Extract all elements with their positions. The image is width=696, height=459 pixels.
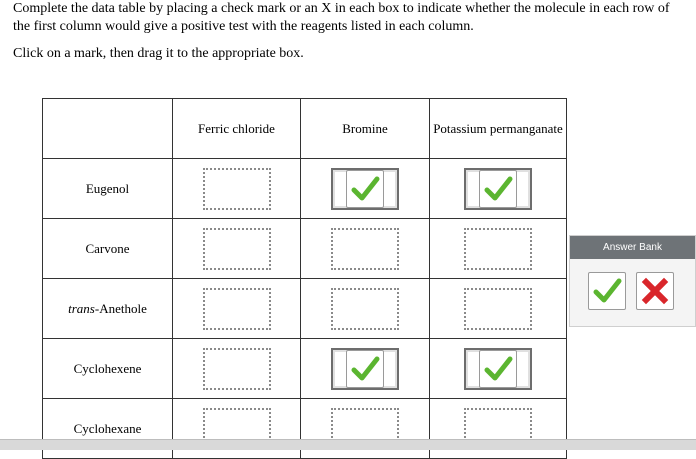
- row-label: trans-Anethole: [43, 279, 173, 339]
- table-header-row: [43, 99, 567, 159]
- answer-bank-items: [570, 259, 695, 310]
- drop-box[interactable]: [464, 168, 532, 210]
- row-label: Cyclohexane: [43, 399, 173, 459]
- corner-cell: [43, 99, 173, 159]
- column-header: Bromine: [301, 99, 430, 159]
- bank-x-mark[interactable]: [636, 272, 674, 310]
- placed-check-mark[interactable]: [346, 170, 384, 208]
- drop-box[interactable]: [203, 348, 271, 390]
- check-icon: [483, 174, 513, 204]
- table-row: [43, 279, 567, 339]
- column-header: Potassium permanganate: [430, 99, 567, 159]
- column-header: Ferric chloride: [173, 99, 301, 159]
- check-icon: [592, 276, 622, 306]
- row-label: Carvone: [43, 219, 173, 279]
- drop-box[interactable]: [203, 228, 271, 270]
- drop-box[interactable]: [464, 228, 532, 270]
- placed-check-mark[interactable]: [346, 350, 384, 388]
- table-row: [43, 219, 567, 279]
- check-icon: [350, 174, 380, 204]
- data-table: [42, 98, 567, 459]
- drop-box[interactable]: [464, 288, 532, 330]
- check-icon: [483, 354, 513, 384]
- answer-bank: [569, 235, 696, 327]
- row-label: Cyclohexene: [43, 339, 173, 399]
- placed-check-mark[interactable]: [479, 350, 517, 388]
- table-row: [43, 159, 567, 219]
- instructions-action: Click on a mark, then drag it to the appropriate box.: [13, 46, 304, 61]
- row-label: Eugenol: [43, 159, 173, 219]
- check-icon: [350, 354, 380, 384]
- bottom-scrollbar[interactable]: [0, 439, 696, 450]
- bank-check-mark[interactable]: [588, 272, 626, 310]
- answer-bank-title: Answer Bank: [570, 236, 695, 259]
- drop-box[interactable]: [331, 228, 399, 270]
- placed-check-mark[interactable]: [479, 170, 517, 208]
- drop-box[interactable]: [464, 348, 532, 390]
- instructions-text: Complete the data table by placing a check mark or an X in each box to indicate whether the molecule in each row of the first column would give a positive test with the reagents listed in each column.: [13, 1, 670, 34]
- table-row: [43, 339, 567, 399]
- drop-box[interactable]: [203, 288, 271, 330]
- instructions: [13, 0, 683, 63]
- drop-box[interactable]: [331, 348, 399, 390]
- drop-box[interactable]: [203, 168, 271, 210]
- x-icon: [641, 277, 669, 305]
- drop-box[interactable]: [331, 288, 399, 330]
- drop-box[interactable]: [331, 168, 399, 210]
